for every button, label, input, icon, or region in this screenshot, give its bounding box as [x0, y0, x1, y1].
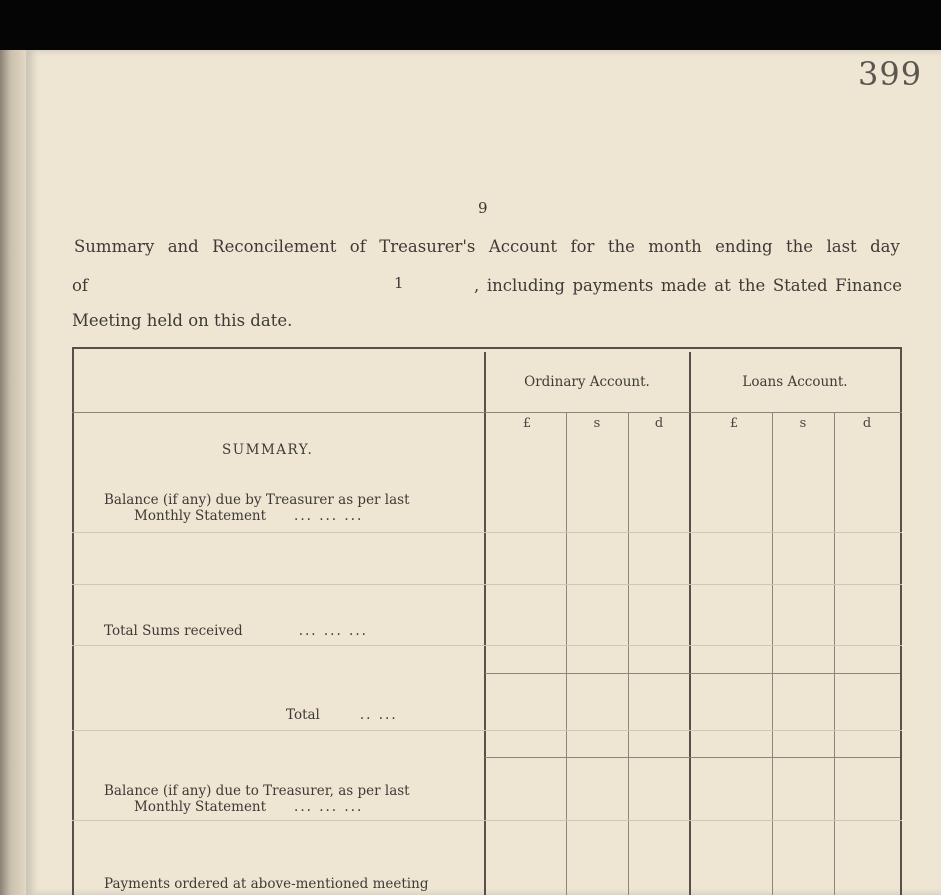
- intro-word: Finance: [835, 276, 902, 295]
- row-label: Total: [286, 707, 320, 723]
- intro-word: Summary: [74, 237, 155, 256]
- dot-leaders: ... ... ...: [298, 623, 368, 639]
- row-label: Total Sums received: [104, 623, 243, 639]
- intro-line-3: Meeting held on this date.: [72, 311, 293, 330]
- year-digit: 1: [394, 274, 404, 292]
- intro-word: Treasurer's: [379, 237, 476, 256]
- intro-word: the: [786, 237, 814, 256]
- table-left-border: [72, 347, 74, 895]
- table-top-rule: [72, 347, 902, 349]
- intro-word: for: [570, 237, 595, 256]
- row-label: Balance (if any) due to Treasurer, as per last: [104, 783, 410, 799]
- unit-pence: d: [654, 416, 664, 431]
- intro-word: including: [486, 276, 565, 295]
- total-rule: [485, 673, 900, 674]
- intro-word: Account: [488, 237, 558, 256]
- table-right-border: [900, 347, 902, 895]
- row-label: Balance (if any) due by Treasurer as per last: [104, 492, 410, 508]
- intro-word: last: [826, 237, 857, 256]
- row-rule: [72, 532, 902, 533]
- unit-pounds: £: [729, 416, 739, 431]
- form-number: 9: [478, 199, 488, 217]
- total-rule: [485, 757, 900, 758]
- intro-word: day: [870, 237, 900, 256]
- intro-line-1: [72, 237, 902, 256]
- intro-word: of: [349, 237, 366, 256]
- row-balance-due-by: [104, 492, 453, 524]
- intro-word: Stated: [772, 276, 828, 295]
- row-balance-due-to: [104, 783, 453, 815]
- loans-account-header: Loans Account.: [742, 374, 848, 390]
- summary-table: [72, 347, 902, 895]
- intro-word: payments: [572, 276, 654, 295]
- intro-word: the: [607, 237, 635, 256]
- unit-pounds: £: [522, 416, 532, 431]
- intro-word: ,: [474, 276, 480, 295]
- intro-word: at: [714, 276, 731, 295]
- row-label-cont: [104, 508, 453, 524]
- col-divider-loans: [689, 352, 691, 895]
- row-total: [286, 707, 398, 723]
- row-total-sums-received: [104, 623, 368, 639]
- book-binding-edge: [0, 50, 26, 895]
- intro-word: Reconcilement: [212, 237, 337, 256]
- scanner-top-border: [0, 0, 941, 50]
- unit-shillings: s: [593, 416, 601, 431]
- col-divider-ordinary: [484, 352, 486, 895]
- row-payments-ordered: Payments ordered at above-mentioned meeting: [104, 876, 429, 892]
- intro-word: and: [167, 237, 199, 256]
- page-number: 399: [858, 55, 923, 93]
- dot-leaders: ... ... ...: [294, 799, 364, 815]
- row-rule: [72, 584, 902, 585]
- intro-word: made: [660, 276, 707, 295]
- row-label-cont: [104, 799, 453, 815]
- intro-word: ending: [715, 237, 773, 256]
- subcol-divider: [566, 413, 567, 895]
- subcol-divider: [772, 413, 773, 895]
- header-rule: [72, 412, 902, 413]
- dot-leaders: ... ... ...: [294, 508, 364, 524]
- row-label: Monthly Statement: [134, 799, 267, 815]
- ordinary-account-header: Ordinary Account.: [524, 374, 650, 390]
- unit-pence: d: [862, 416, 872, 431]
- intro-word: month: [648, 237, 702, 256]
- summary-heading: SUMMARY.: [222, 442, 314, 458]
- intro-word: the: [738, 276, 766, 295]
- row-rule: [72, 730, 902, 731]
- row-rule: [72, 820, 902, 821]
- intro-of: of: [72, 276, 89, 295]
- unit-shillings: s: [799, 416, 807, 431]
- dot-leaders: .. ...: [359, 707, 398, 723]
- row-rule: [72, 645, 902, 646]
- subcol-divider: [628, 413, 629, 895]
- intro-line-2: [474, 276, 902, 295]
- row-label: Monthly Statement: [134, 508, 267, 524]
- subcol-divider: [834, 413, 835, 895]
